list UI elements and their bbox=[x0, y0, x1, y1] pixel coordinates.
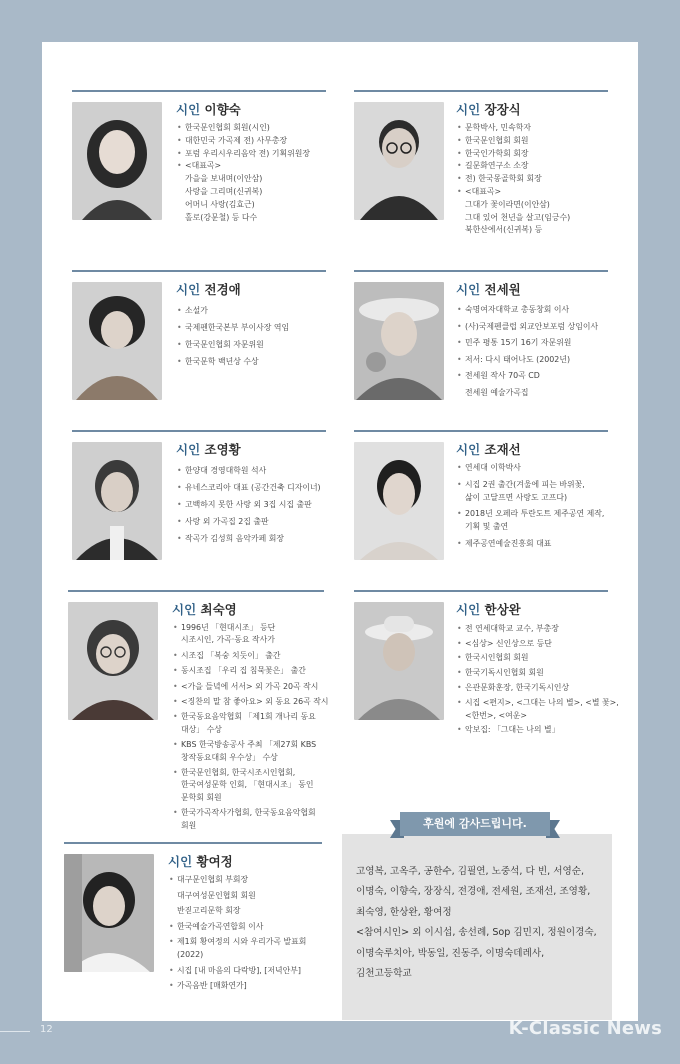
watermark-logo: K-Classic News bbox=[508, 1018, 662, 1039]
poet-title bbox=[168, 852, 233, 870]
bio-item: • 연세대 이학박사 bbox=[456, 462, 604, 475]
bio-item: • 한국문인협회 자문위원 bbox=[176, 336, 289, 353]
bio-list bbox=[456, 302, 598, 401]
bio-item: • 시집 [내 마음의 다락방], [저녁안부] bbox=[168, 965, 306, 978]
portrait-photo bbox=[354, 102, 444, 220]
bio-subitem: 가을을 보내며(이안삼) bbox=[185, 174, 263, 184]
bio-list bbox=[456, 462, 604, 551]
divider bbox=[64, 842, 322, 844]
bio-item: • 사랑 외 가곡집 2집 출판 bbox=[176, 513, 321, 530]
poet-title bbox=[456, 100, 521, 118]
bio-subitem: 반짇고리문학 회장 bbox=[177, 906, 241, 916]
bio-item: • 한국기독시인협회 회원 bbox=[456, 666, 619, 679]
bio-subitem: 홀로(강문철) 등 다수 bbox=[185, 212, 258, 222]
portrait-photo bbox=[354, 282, 444, 400]
bio-subitem: 회원 bbox=[181, 820, 197, 830]
bio-item: • KBS 한국방송공사 주최 「제27회 KBS bbox=[172, 739, 329, 751]
bio-list bbox=[168, 874, 306, 993]
title-prefix: 시인 bbox=[176, 102, 201, 117]
poet-title bbox=[176, 100, 241, 118]
portrait-photo bbox=[72, 282, 162, 400]
bio-item: • 전 연세대학교 교수, 부총장 bbox=[456, 622, 619, 635]
bio-subitem: 삶이 고달프면 사랑도 고프다) bbox=[465, 492, 568, 502]
bio-item: • 한국시인협회 회원 bbox=[456, 651, 619, 664]
bio-item: • 국제펜한국본부 부이사장 역임 bbox=[176, 319, 289, 336]
poet-name: 최숙영 bbox=[200, 602, 237, 617]
title-prefix: 시인 bbox=[456, 102, 481, 117]
poet-entry bbox=[72, 270, 326, 410]
bio-item: • 전세원 작사 70곡 CD bbox=[456, 368, 598, 385]
title-prefix: 시인 bbox=[456, 282, 481, 297]
bio-item: • 한국동요음악협회 「제1회 개나리 동요 bbox=[172, 711, 329, 723]
bio-subitem: 북한산에서(신귀복) 등 bbox=[465, 225, 543, 235]
bio-item: • 시집 <편지>, <그대는 나의 별>, <별 꽃>, bbox=[456, 696, 619, 709]
bio-item: • 악보집: 「그대는 나의 별」 bbox=[456, 723, 619, 736]
poet-title bbox=[176, 440, 241, 458]
bio-item: • 전) 한국몽골학회 회장 bbox=[456, 173, 570, 186]
bio-subitem: 시조시인, 가곡·동요 작사가 bbox=[181, 635, 275, 645]
poet-entry bbox=[354, 90, 608, 290]
bio-item: • <대표곡> bbox=[456, 186, 570, 199]
portrait-photo bbox=[68, 602, 158, 720]
portrait-photo bbox=[354, 602, 444, 720]
bio-subitem: 전세원 예술가곡집 bbox=[465, 387, 529, 397]
poet-name: 조재선 bbox=[484, 442, 521, 457]
divider bbox=[68, 590, 324, 592]
bio-item: • 고백하지 못한 사랑 외 3집 시집 출판 bbox=[176, 496, 321, 513]
title-prefix: 시인 bbox=[168, 854, 193, 869]
bio-subitem: 기획 및 출연 bbox=[465, 522, 509, 532]
bio-subitem: 대상」 수상 bbox=[181, 724, 222, 734]
sponsors-line: <참여시인> 외 이시섭, 송선례, Sop 김민지, 정원이경숙, bbox=[356, 927, 597, 939]
poet-name: 조영황 bbox=[204, 442, 241, 457]
bio-item: • 한국문인협회 회원(시인) bbox=[176, 122, 310, 135]
bio-item: • 대구문인협회 부회장 bbox=[168, 874, 306, 887]
poet-entry bbox=[68, 590, 329, 830]
sponsors-list bbox=[356, 862, 606, 984]
bio-list bbox=[176, 302, 289, 370]
divider bbox=[354, 270, 608, 272]
divider bbox=[354, 430, 608, 432]
bio-subitem: 그대가 꽃이라면(이안삼) bbox=[465, 199, 550, 209]
title-prefix: 시인 bbox=[456, 602, 481, 617]
sponsors-line: 고영복, 고옥주, 공한수, 김필연, 노중석, 다 빈, 서영순, bbox=[356, 866, 585, 877]
poet-entry bbox=[354, 270, 608, 410]
bio-subitem: 대구여성문인협회 회원 bbox=[177, 890, 256, 900]
bio-item: • 시조집 「복숭 치듯이」 출간 bbox=[172, 650, 329, 662]
bio-item: • 문학박사, 민속학자 bbox=[456, 122, 570, 135]
bio-item: • <징찬의 말 참 좋아요> 외 동요 26곡 작시 bbox=[172, 696, 329, 708]
poet-entry bbox=[72, 90, 326, 290]
poet-entry bbox=[354, 430, 608, 570]
sponsors-section bbox=[342, 812, 612, 1022]
bio-item: • 한국가곡작사가협회, 한국동요음악협회 bbox=[172, 807, 329, 819]
bio-item: • 한양대 경영대학원 석사 bbox=[176, 462, 321, 479]
poet-title bbox=[456, 280, 521, 298]
title-prefix: 시인 bbox=[176, 282, 201, 297]
bio-list bbox=[456, 122, 570, 237]
bio-item: • 제1회 황여정의 시와 우리가곡 발표회 bbox=[168, 936, 306, 949]
sponsors-banner bbox=[400, 812, 550, 838]
bio-list bbox=[172, 622, 329, 832]
bio-item: • 숙명여자대학교 총동창회 이사 bbox=[456, 302, 598, 319]
bio-subitem: 그대 있어 천년을 살고(임긍수) bbox=[465, 212, 571, 222]
bio-subitem: 창작동요대회 우수상」 수상 bbox=[181, 752, 278, 762]
bio-list bbox=[456, 622, 619, 737]
bio-item: • 1996년 「현대시조」 등단 bbox=[172, 622, 329, 634]
bio-item: • 한국문인협회, 한국시조시인협회, bbox=[172, 767, 329, 779]
page-number: 12 bbox=[40, 1024, 53, 1035]
bio-item: • 한국인가학회 회장 bbox=[456, 148, 570, 161]
bio-item: • (사)국제펜클럽 외교안보포럼 상임이사 bbox=[456, 319, 598, 336]
poet-entry bbox=[72, 430, 326, 570]
poet-name: 장장식 bbox=[484, 102, 521, 117]
bio-list bbox=[176, 462, 321, 547]
bio-subitem: (2022) bbox=[177, 949, 204, 959]
poet-name: 한상완 bbox=[484, 602, 521, 617]
bio-item: • 민주 평통 15기 16기 자문위원 bbox=[456, 335, 598, 352]
bio-subitem: <한번>, <여운> bbox=[465, 710, 527, 720]
sponsors-banner-label: 후원에 감사드립니다. bbox=[400, 812, 550, 836]
poet-name: 이향숙 bbox=[204, 102, 241, 117]
bio-item: • 소설가 bbox=[176, 302, 289, 319]
bio-list bbox=[176, 122, 310, 224]
bio-item: • 제주공연예술진흥회 대표 bbox=[456, 538, 604, 551]
bio-item: • 가곡음반 [매화연가] bbox=[168, 980, 306, 993]
sponsors-line: 김천고등학교 bbox=[356, 968, 412, 980]
bio-item: • 시집 2권 출간(겨울에 피는 바위꽃, bbox=[456, 479, 604, 492]
bio-subitem: 문학회 회원 bbox=[181, 792, 222, 802]
sponsors-line: 이명숙, 이향숙, 장장식, 전경애, 전세원, 조재선, 조영황, bbox=[356, 886, 591, 898]
bio-item: • 저서: 다시 태어나도 (2002년) bbox=[456, 352, 598, 369]
portrait-photo bbox=[354, 442, 444, 560]
page bbox=[42, 42, 638, 1021]
portrait-photo bbox=[64, 854, 154, 972]
bio-subitem: 한국여성문학 인회, 「현대시조」 동인 bbox=[181, 780, 314, 790]
poet-name: 황여정 bbox=[196, 854, 233, 869]
title-prefix: 시인 bbox=[172, 602, 197, 617]
bio-item: • 길문화연구소 소장 bbox=[456, 160, 570, 173]
title-prefix: 시인 bbox=[456, 442, 481, 457]
poet-title bbox=[176, 280, 241, 298]
divider bbox=[72, 90, 326, 92]
footer-divider bbox=[0, 1031, 30, 1032]
portrait-photo bbox=[72, 442, 162, 560]
bio-item: • <심상> 신인상으로 등단 bbox=[456, 637, 619, 650]
poet-name: 전세원 bbox=[484, 282, 521, 297]
poet-title bbox=[172, 600, 237, 618]
bio-item: • 은관문화훈장, 한국기독시인상 bbox=[456, 681, 619, 694]
divider bbox=[354, 590, 608, 592]
bio-item: • 한국문학 백년상 수상 bbox=[176, 353, 289, 370]
bio-item: • 포럼 우리시우리음악 전) 기획위원장 bbox=[176, 148, 310, 161]
bio-item: • 2018년 오페라 투란도트 제주공연 제작, bbox=[456, 508, 604, 521]
divider bbox=[354, 90, 608, 92]
poet-entry bbox=[64, 842, 322, 1012]
bio-item: • 대한민국 가곡제 전) 사무총장 bbox=[176, 135, 310, 148]
poet-entry bbox=[354, 590, 619, 790]
bio-item: • 작곡가 김성희 음악카페 회장 bbox=[176, 530, 321, 547]
bio-item: • <대표곡> bbox=[176, 160, 310, 173]
poet-name: 전경애 bbox=[204, 282, 241, 297]
poet-title bbox=[456, 440, 521, 458]
bio-item: • 동시조집 「우리 집 침묵꽃은」 출간 bbox=[172, 665, 329, 677]
title-prefix: 시인 bbox=[176, 442, 201, 457]
sponsors-line: 최숙영, 한상완, 황여정 bbox=[356, 906, 452, 918]
poet-title bbox=[456, 600, 521, 618]
portrait-photo bbox=[72, 102, 162, 220]
bio-item: • 한국예술가곡연합회 이사 bbox=[168, 921, 306, 934]
bio-subitem: 사랑을 그리며(신귀복) bbox=[185, 186, 263, 196]
bio-item: • 한국문인협회 회원 bbox=[456, 135, 570, 148]
bio-item: • <가을 들녘에 서서> 외 가곡 20곡 작시 bbox=[172, 681, 329, 693]
sponsors-line: 이명숙루치아, 박동일, 진동주, 이명숙데레사, bbox=[356, 947, 545, 959]
bio-subitem: 어머니 사랑(김효근) bbox=[185, 199, 255, 209]
bio-item: • 유네스코리아 대표 (공간건축 디자이너) bbox=[176, 479, 321, 496]
divider bbox=[72, 270, 326, 272]
divider bbox=[72, 430, 326, 432]
